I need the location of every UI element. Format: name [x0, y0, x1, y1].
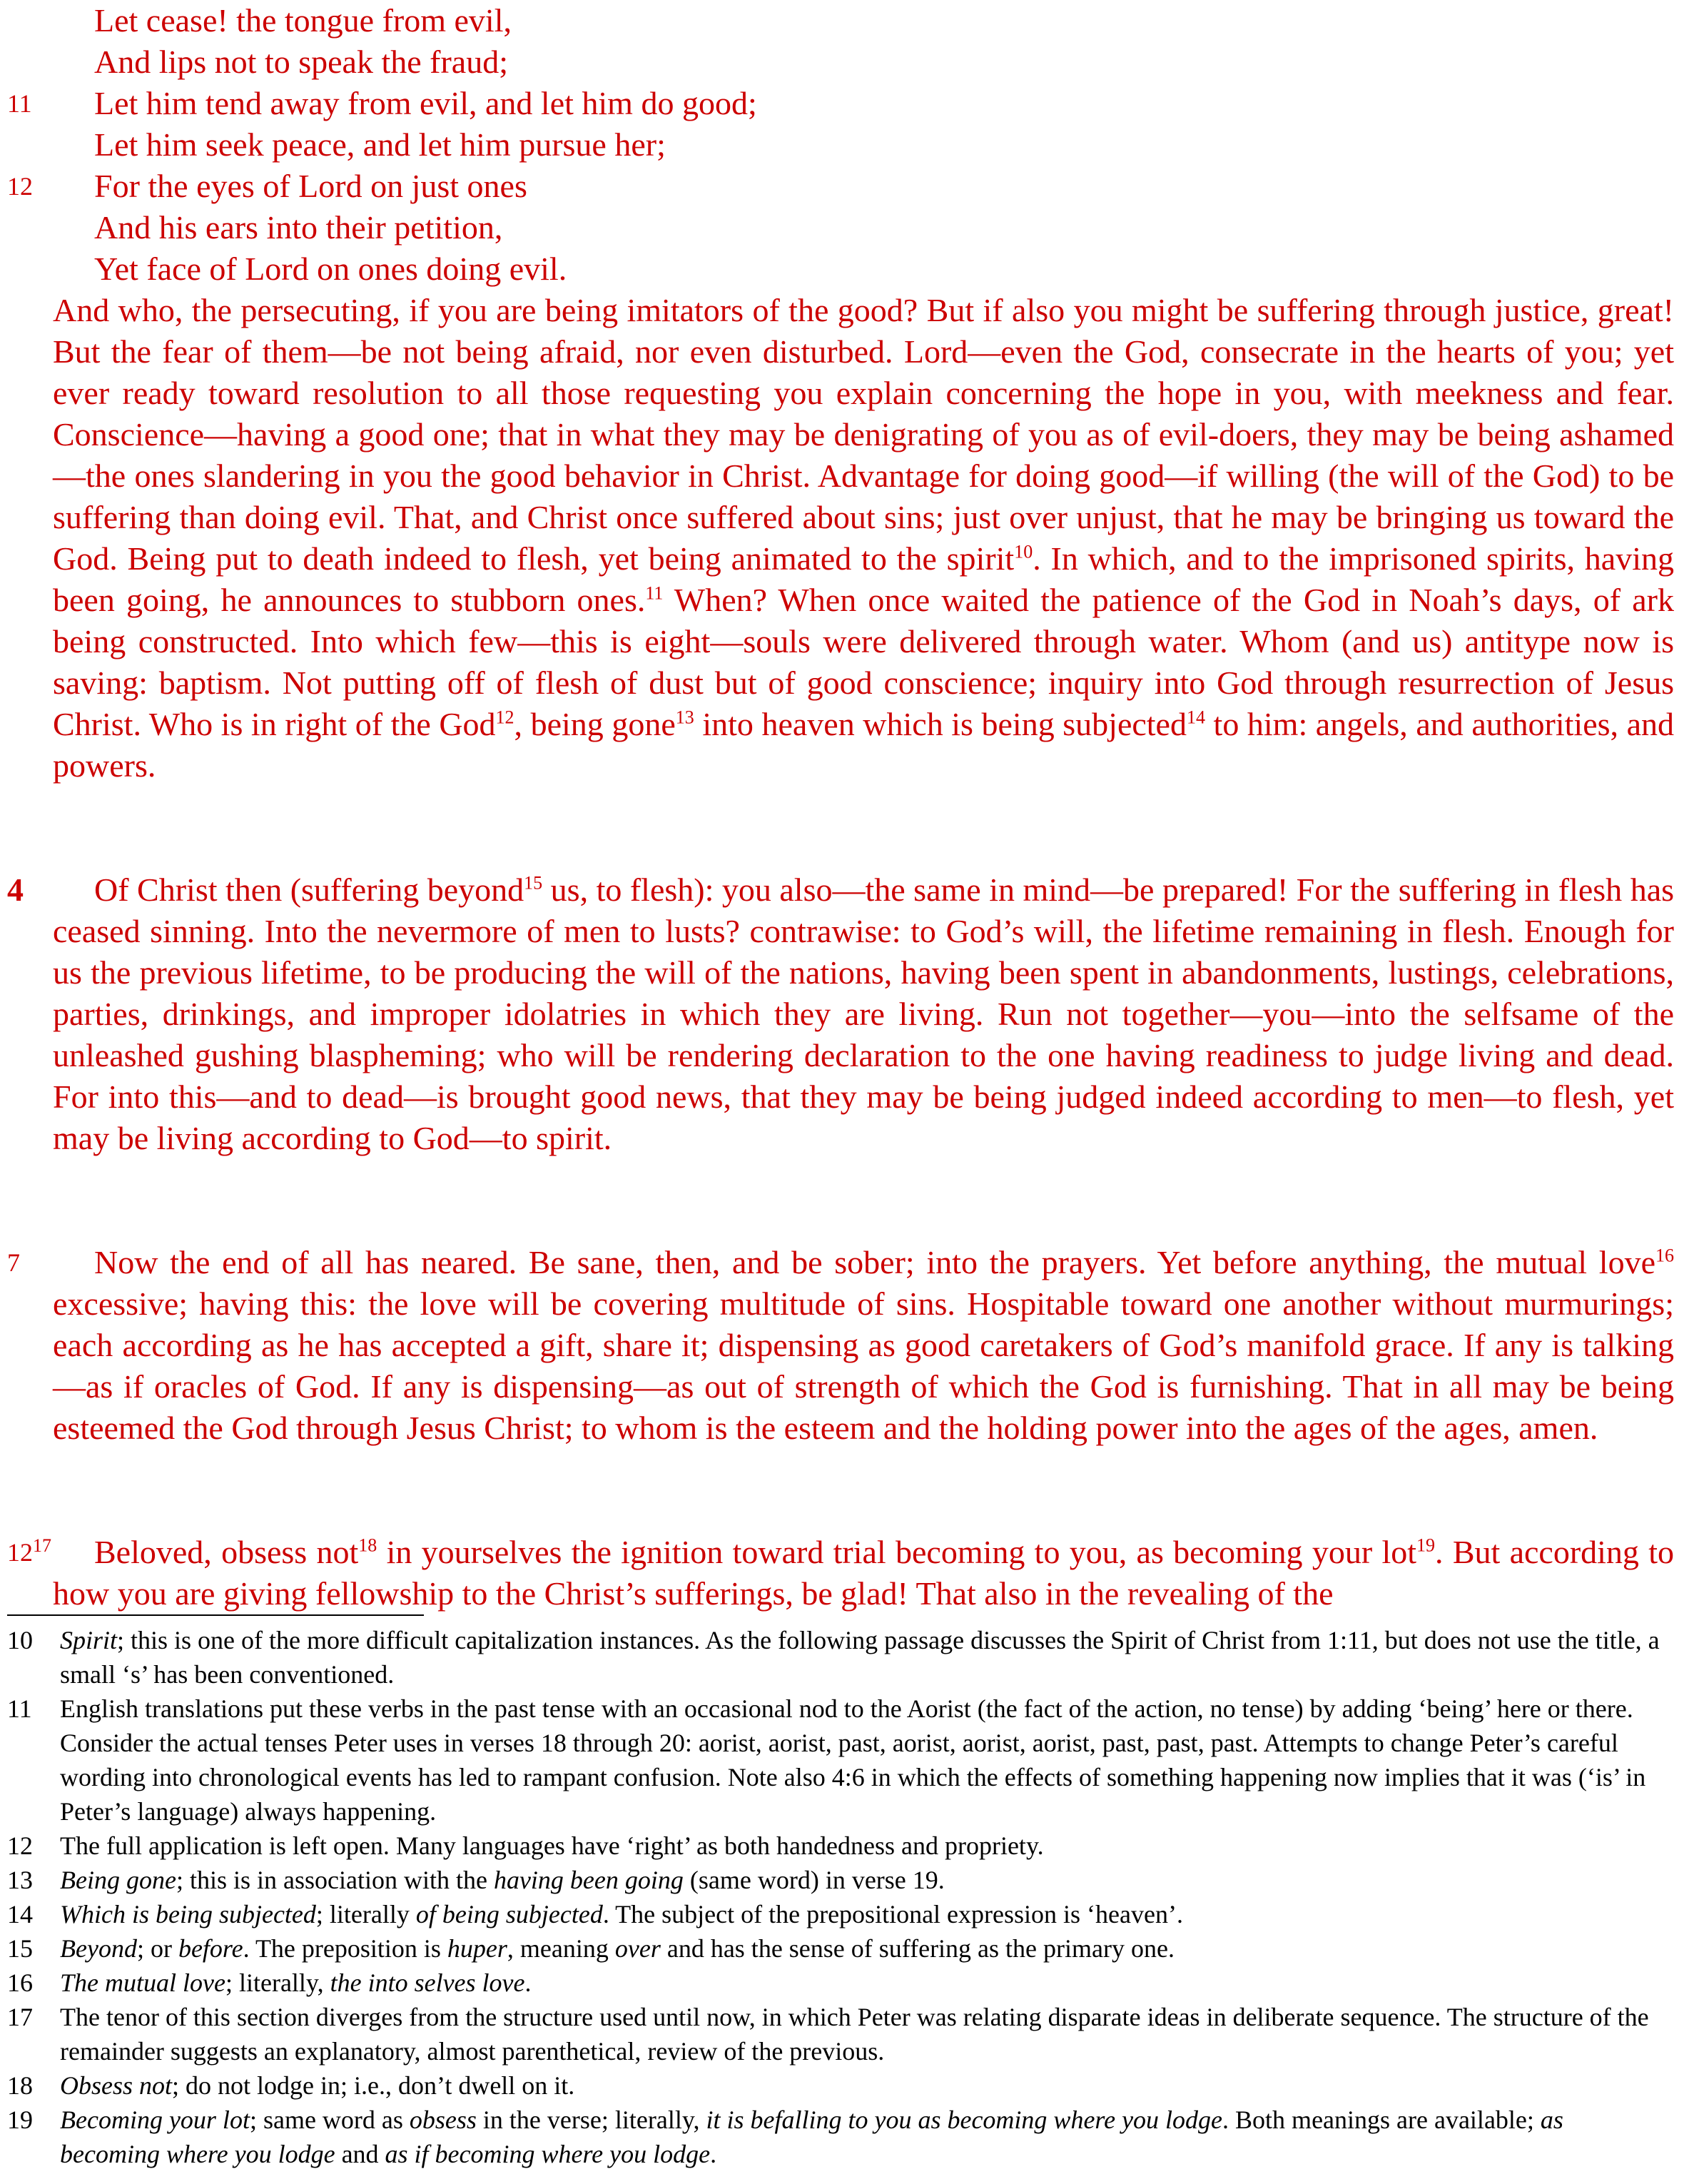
- footnote-number: 14: [7, 1900, 33, 1928]
- footnote-19: [0, 2103, 1699, 2171]
- footnote-text: . The subject of the prepositional expression is ‘heaven’.: [602, 1900, 1183, 1928]
- verse-number: 11: [7, 89, 32, 118]
- footnote-italic: having been going: [493, 1866, 684, 1894]
- footnote-ref-14[interactable]: 14: [1186, 707, 1205, 728]
- footnote-text: .: [524, 1968, 532, 1997]
- poem-line: [0, 83, 1699, 124]
- verse-number: 7: [7, 1248, 20, 1277]
- footnote-number: 15: [7, 1934, 33, 1963]
- footnote-16: [0, 1966, 1699, 2000]
- footnote-italic: Spirit: [60, 1626, 118, 1654]
- footnote-text: . The preposition is: [243, 1934, 447, 1963]
- footnote-number: 19: [7, 2105, 33, 2134]
- footnote-italic: Becoming your lot: [60, 2105, 250, 2134]
- footnote-text: ; this is one of the more difficult capitalization instances. As the following passage discusses the Spirit of Christ from 1:11, but does not use the title, a small ‘s’ has been conventioned.: [60, 1626, 1660, 1689]
- paragraph-text: us, to flesh): you also—the same in mind—be prepared! For the suffering in flesh has ceased sinning. Into the nevermore of men to lusts? contrawise: to God’s will, the lifetime remaining in flesh. Enough for us the previous lifetime, to be producing the will of the nations, having been spent in abandonments, lustings, celebrations, parties, drinkings, and improper idolatries in which they are living. Run not together—you—into the selfsame of the unleashed gushing blaspheming; who will be rendering declaration to the one having readiness to judge living and dead. For into this—and to dead—is brought good news, that they may be being judged indeed according to men—to flesh, yet may be living according to God—to spirit.: [53, 871, 1675, 1156]
- footnote-text: ; same word as: [249, 2105, 410, 2134]
- poem-line: [0, 124, 1699, 166]
- footnote-italic: Being gone: [60, 1866, 176, 1894]
- footnote-number: 17: [7, 2003, 33, 2031]
- footnote-italic: obsess: [409, 2105, 477, 2134]
- paragraph-text: Now the end of all has neared. Be sane, then, and be sober; into the prayers. Yet before anything, the mutual love: [94, 1244, 1655, 1280]
- footnote-italic: The mutual love: [60, 1968, 225, 1997]
- verse-number: [7, 1532, 51, 1573]
- paragraph-text: into heaven which is being subjected: [694, 706, 1187, 742]
- footnote-10: [0, 1623, 1699, 1692]
- verse-number: 12: [7, 172, 33, 201]
- footnote-text: in the verse; literally,: [476, 2105, 706, 2134]
- footnote-text: , meaning: [507, 1934, 615, 1963]
- footnote-text: English translations put these verbs in the past tense with an occasional nod to the Aorist (the fact of the action, no tense) by adding ‘being’ here or there. Consider the actual tenses Peter uses in verses 18 through 20: aorist, aorist, past, aorist, aorist, aorist, past, past, past. Attempts to change Peter’s careful wording into chronological events has led to rampant confusion. Note also 4:6 in which the effects of something happening now implies that it was (‘is’ in Peter’s language) always happening.: [60, 1694, 1646, 1826]
- footnote-italic: as if becoming where you lodge: [385, 2140, 711, 2168]
- poem-line-text: Let cease! the tongue from evil,: [94, 2, 512, 39]
- poem-line-text: And lips not to speak the fraud;: [94, 44, 509, 80]
- chapter-number: 4: [7, 871, 24, 908]
- paragraph-text: And who, the persecuting, if you are being imitators of the good? But if also you might be suffering through justice, great! But the fear of them—be not being afraid, nor even disturbed. Lord—even the God, consecrate in the hearts of you; yet ever ready toward resolution to all those requesting you explain concerning the hope in you, with meekness and fear. Conscience—having a good one; that in what they may be denigrating of you as of evil-doers, they may be being ashamed—the ones slandering in you the good behavior in Christ. Advantage for doing good—if willing (the will of the God) to be suffering than doing evil. That, and Christ once suffered about sins; just over unjust, that he may be bringing us toward the God. Being put to death indeed to flesh, yet being animated to the spirit: [53, 292, 1674, 577]
- poem-line-text: For the eyes of Lord on just ones: [94, 168, 527, 204]
- footnote-ref-16[interactable]: 16: [1655, 1245, 1674, 1266]
- footnote-12: [0, 1829, 1699, 1863]
- footnote-14: [0, 1897, 1699, 1931]
- paragraph-text: to him: angels, and authorities, and powers.: [53, 706, 1674, 784]
- footnote-italic: Obsess not: [60, 2071, 173, 2100]
- footnote-text: . Both meanings are available;: [1222, 2105, 1541, 2134]
- verse-number-text: 12: [7, 1538, 33, 1567]
- paragraph-text: Beloved, obsess not: [94, 1534, 359, 1570]
- poem-line: [0, 41, 1699, 83]
- paragraph-4: [53, 1532, 1674, 1614]
- footnote-ref-18[interactable]: 18: [358, 1535, 377, 1556]
- footnote-ref-10[interactable]: 10: [1014, 541, 1033, 562]
- poem-line-text: Let him tend away from evil, and let him do good;: [94, 85, 757, 121]
- footnote-text: and: [335, 2140, 385, 2168]
- footnote-italic: before: [178, 1934, 243, 1963]
- footnote-italic: as becoming where you lodge: [60, 2105, 1563, 2168]
- footnote-text: ; or: [136, 1934, 178, 1963]
- footnote-number: 18: [7, 2071, 33, 2100]
- footnote-number: 13: [7, 1866, 33, 1894]
- paragraph-text: , being gone: [514, 706, 676, 742]
- footnote-text: ; this is in association with the: [176, 1866, 494, 1894]
- poem-line-text: Yet face of Lord on ones doing evil.: [94, 251, 567, 287]
- footnote-italic: of being subjected: [415, 1900, 603, 1928]
- poem-line-text: Let him seek peace, and let him pursue her;: [94, 126, 666, 163]
- paragraph-text: in yourselves the ignition toward trial becoming to you, as becoming your lot: [377, 1534, 1417, 1570]
- paragraph-text: . In which, and to the imprisoned spirits, having been going, he announces to stubborn ones.: [53, 540, 1674, 618]
- paragraph-text: When? When once waited the patience of the God in Noah’s days, of ark being constructed. Into which few—this is eight—souls were delivered through water. Whom (and us) antitype now is saving: baptism. Not putting off of flesh of dust but of good conscience; inquiry into God through resurrection of Jesus Christ. Who is in right of the God: [53, 582, 1674, 742]
- footnote-15: [0, 1931, 1699, 1966]
- footnote-ref-19[interactable]: 19: [1416, 1535, 1436, 1556]
- footnote-italic: over: [614, 1934, 661, 1963]
- paragraph-3: [53, 1242, 1674, 1449]
- footnote-number: 16: [7, 1968, 33, 1997]
- footnote-italic: it is befalling to you as becoming where you lodge: [706, 2105, 1223, 2134]
- footnote-text: ; do not lodge in; i.e., don’t dwell on it.: [172, 2071, 575, 2100]
- footnote-13: [0, 1863, 1699, 1897]
- footnote-ref-13[interactable]: 13: [675, 707, 694, 728]
- poem-line: [0, 248, 1699, 290]
- footnotes: [0, 1623, 1699, 2171]
- footnote-17: [0, 2000, 1699, 2068]
- paragraph-1: [53, 290, 1674, 787]
- footnote-18: [0, 2068, 1699, 2103]
- poem-line: [0, 0, 1699, 41]
- paragraph-text: . But according to how you are giving fellowship to the Christ’s sufferings, be glad! That also in the revealing of the: [53, 1534, 1675, 1612]
- footnote-italic: Which is being subjected: [60, 1900, 316, 1928]
- paragraph-2: [53, 869, 1674, 1159]
- paragraph-text: excessive; having this: the love will be covering multitude of sins. Hospitable toward one another without murmurings; each according as he has accepted a gift, share it; dispensing as good caretakers of God’s manifold grace. If any is talking—as if oracles of God. If any is dispensing—as out of strength of which the God is furnishing. That in all may be being esteemed the God through Jesus Christ; to whom is the esteem and the holding power into the ages of the ages, amen.: [53, 1285, 1674, 1446]
- poem-block: [0, 0, 1699, 290]
- footnote-italic: huper: [447, 1934, 507, 1963]
- footnote-ref-11[interactable]: 11: [645, 582, 664, 604]
- poem-line-text: And his ears into their petition,: [94, 209, 503, 246]
- footnote-11: [0, 1692, 1699, 1829]
- footnote-italic: the into selves love: [330, 1968, 525, 1997]
- footnote-italic: Beyond: [60, 1934, 137, 1963]
- footnote-ref-12[interactable]: 12: [495, 707, 514, 728]
- footnote-text: The tenor of this section diverges from the structure used until now, in which Peter was relating disparate ideas in deliberate sequence. The structure of the remainder suggests an explanatory, almost parenthetical, review of the previous.: [60, 2003, 1649, 2066]
- paragraph-text: Of Christ then (suffering beyond: [94, 871, 524, 908]
- footnote-text: The full application is left open. Many languages have ‘right’ as both handedness and propriety.: [60, 1831, 1044, 1860]
- footnote-ref-15[interactable]: 15: [524, 872, 543, 894]
- footnote-text: ; literally,: [225, 1968, 330, 1997]
- poem-line: [0, 207, 1699, 248]
- footnote-text: (same word) in verse 19.: [683, 1866, 945, 1894]
- footnote-separator: [7, 1614, 424, 1616]
- footnote-ref-17[interactable]: 17: [33, 1535, 51, 1556]
- footnote-number: 10: [7, 1626, 33, 1654]
- footnote-text: and has the sense of suffering as the primary one.: [660, 1934, 1175, 1963]
- footnote-number: 11: [7, 1694, 32, 1723]
- footnote-number: 12: [7, 1831, 33, 1860]
- poem-line: [0, 166, 1699, 207]
- footnote-text: .: [710, 2140, 717, 2168]
- footnote-text: ; literally: [315, 1900, 416, 1928]
